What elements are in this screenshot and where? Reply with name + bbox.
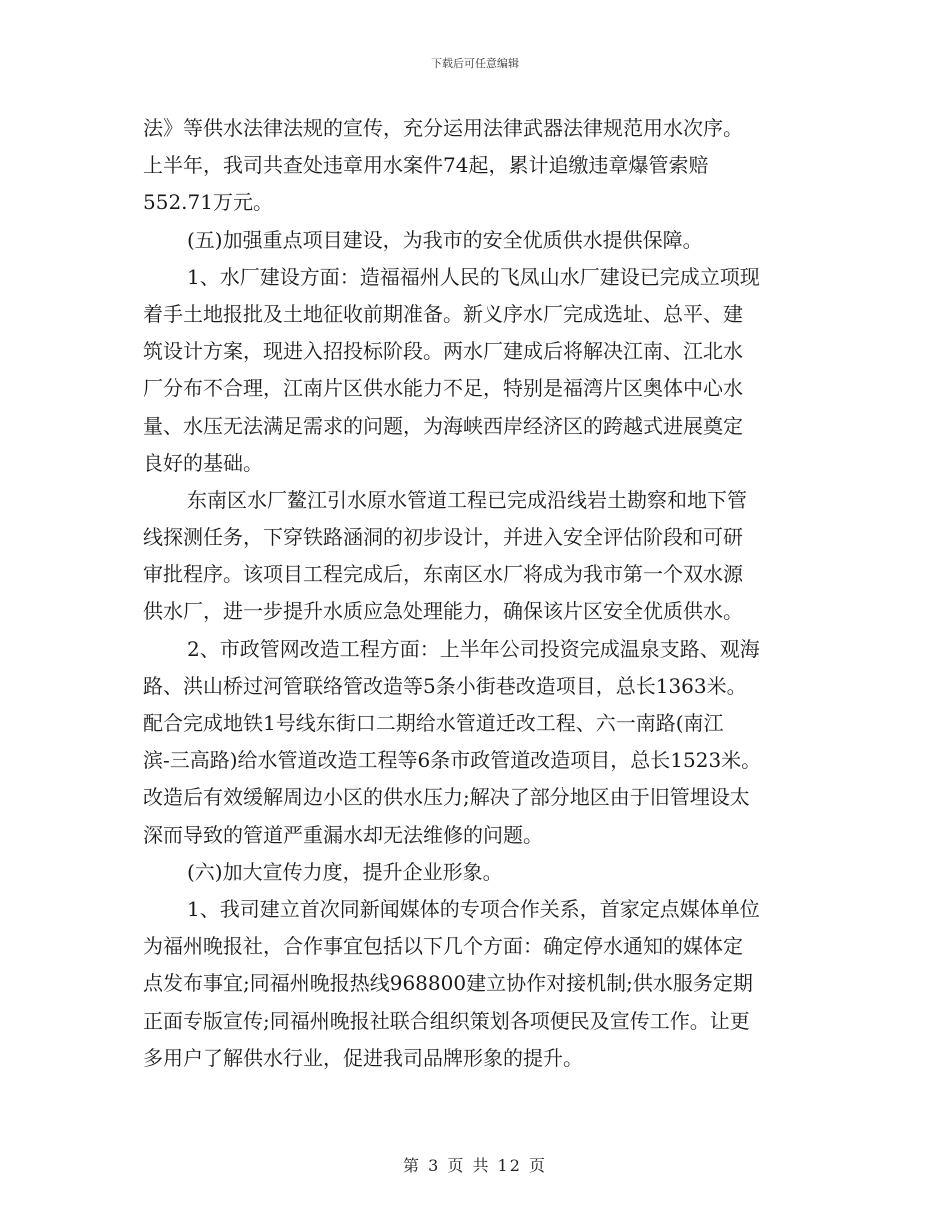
text-line: 滨-三高路)给水管道改造工程等6条市政管道改造项目，总长1523米。: [143, 748, 762, 773]
text-line: 线探测任务，下穿铁路涵洞的初步设计，并进入安全评估阶段和可研: [143, 525, 743, 550]
section-heading: (五)加强重点项目建设，为我市的安全优质供水提供保障。: [187, 227, 703, 252]
text-line: 配合完成地铁1号线东街口二期给水管道迁改工程、六一南路(南江: [143, 711, 724, 735]
document-body: [143, 110, 815, 1077]
text-line: 路、洪山桥过河管联络管改造等5条小街巷改造项目，总长1363米。: [143, 673, 747, 698]
text-line: 点发布事宜;同福州晚报热线968800建立协作对接机制;供水服务定期: [143, 971, 753, 996]
text-line: 筑设计方案，现进入招投标阶段。两水厂建成后将解决江南、江北水: [143, 339, 743, 364]
text-line: 法》等供水法律法规的宣传，充分运用法律武器法律规范用水次序。: [143, 116, 743, 140]
paragraph-start: 1、我司建立首次同新闻媒体的专项合作关系，首家定点媒体单位: [187, 896, 760, 921]
page-footer: 第 3 页 共 12 页: [403, 1156, 547, 1175]
page-header: 下载后可任意编辑: [431, 57, 519, 70]
text-line: 为福州晚报社，合作事宜包括以下几个方面：确定停水通知的媒体定: [143, 934, 743, 959]
text-line: 量、水压无法满足需求的问题，为海峡西岸经济区的跨越式进展奠定: [143, 413, 743, 438]
text-line: 552.71万元。: [143, 190, 273, 215]
section-heading: (六)加大宣传力度，提升企业形象。: [187, 859, 503, 884]
paragraph-start: 2、市政管网改造工程方面：上半年公司投资完成温泉支路、观海: [187, 636, 760, 661]
text-line: 审批程序。该项目工程完成后，东南区水厂将成为我市第一个双水源: [143, 562, 743, 587]
paragraph-start: 1、水厂建设方面：造福福州人民的飞凤山水厂建设已完成立项现: [187, 264, 760, 289]
text-line: 厂分布不合理，江南片区供水能力不足，特别是福湾片区奥体中心水: [143, 376, 743, 401]
text-line: 改造后有效缓解周边小区的供水压力;解决了部分地区由于旧管埋设太: [143, 785, 750, 810]
text-line: 良好的基础。: [143, 450, 263, 475]
text-line: 供水厂，进一步提升水质应急处理能力，确保该片区安全优质供水。: [143, 599, 743, 624]
text-line: 着手土地报批及土地征收前期准备。新义序水厂完成选址、总平、建: [143, 301, 743, 326]
paragraph-start: 东南区水厂鳌江引水原水管道工程已完成沿线岩土勘察和地下管: [187, 487, 747, 512]
text-line: 上半年，我司共查处违章用水案件74起，累计追缴违章爆管索赔: [143, 153, 709, 178]
text-line: 多用户了解供水行业，促进我司品牌形象的提升。: [143, 1045, 583, 1070]
text-line: 正面专版宣传;同福州晚报社联合组织策划各项便民及宣传工作。让更: [143, 1008, 750, 1033]
text-line: 深而导致的管道严重漏水却无法维修的问题。: [143, 822, 543, 847]
